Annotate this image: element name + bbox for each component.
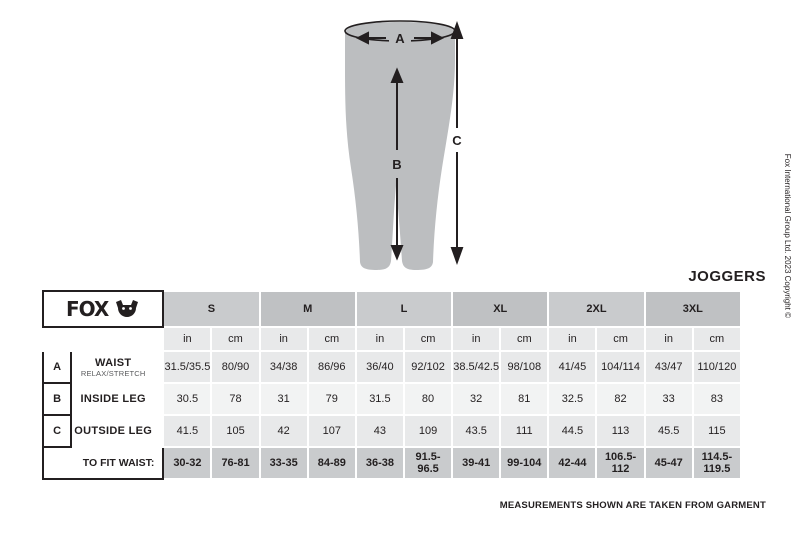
cell-c-3xl-cm: 115	[693, 415, 741, 447]
cell-a-2xl-in: 41/45	[548, 351, 596, 383]
cell-b-l-cm: 80	[404, 383, 452, 415]
cell-c-3xl-in: 45.5	[645, 415, 693, 447]
copyright-notice: Fox International Group Ltd. 2023 Copyright ©	[783, 153, 792, 318]
marker-b-label: B	[392, 157, 402, 172]
cell-c-l-cm: 109	[404, 415, 452, 447]
cell-c-m-in: 42	[260, 415, 308, 447]
row-sublabel-waist: RELAX/STRETCH	[80, 368, 146, 378]
size-header-s: S	[163, 291, 259, 327]
cell-c-m-cm: 107	[308, 415, 356, 447]
size-header-3xl: 3XL	[645, 291, 741, 327]
unit-cm-xl: cm	[500, 327, 548, 351]
marker-a-label: A	[395, 31, 405, 46]
cell-b-m-cm: 79	[308, 383, 356, 415]
size-header-2xl: 2XL	[548, 291, 644, 327]
fit-3xl-in: 45-47	[645, 447, 693, 479]
row-letter-b: B	[43, 383, 71, 415]
fit-l-in: 36-38	[356, 447, 404, 479]
fit-2xl-cm: 106.5-112	[596, 447, 644, 479]
fit-m-cm: 84-89	[308, 447, 356, 479]
cell-c-s-in: 41.5	[163, 415, 211, 447]
cell-c-2xl-in: 44.5	[548, 415, 596, 447]
cell-c-s-cm: 105	[211, 415, 259, 447]
size-header-m: M	[260, 291, 356, 327]
cell-b-2xl-in: 32.5	[548, 383, 596, 415]
fox-head-icon	[114, 299, 140, 319]
fit-xl-cm: 99-104	[500, 447, 548, 479]
fit-l-cm: 91.5-96.5	[404, 447, 452, 479]
cell-b-m-in: 31	[260, 383, 308, 415]
row-letter-c: C	[43, 415, 71, 447]
cell-a-s-cm: 80/90	[211, 351, 259, 383]
cell-a-2xl-cm: 104/114	[596, 351, 644, 383]
table-header-row	[43, 291, 741, 327]
cell-a-l-cm: 92/102	[404, 351, 452, 383]
row-label-outside-leg	[71, 415, 163, 447]
units-row	[43, 327, 741, 351]
cell-a-xl-cm: 98/108	[500, 351, 548, 383]
unit-cm-2xl: cm	[596, 327, 644, 351]
fit-3xl-cm: 114.5-119.5	[693, 447, 741, 479]
cell-c-xl-cm: 111	[500, 415, 548, 447]
page-title: JOGGERS	[688, 268, 766, 285]
row-label-outside-leg-text: OUTSIDE LEG	[74, 425, 153, 437]
cell-b-3xl-cm: 83	[693, 383, 741, 415]
cell-c-2xl-cm: 113	[596, 415, 644, 447]
cell-b-2xl-cm: 82	[596, 383, 644, 415]
fit-s-in: 30-32	[163, 447, 211, 479]
unit-in-s: in	[163, 327, 211, 351]
cell-a-3xl-in: 43/47	[645, 351, 693, 383]
row-label-waist-text: WAIST	[95, 356, 132, 369]
fit-m-in: 33-35	[260, 447, 308, 479]
to-fit-waist-row	[43, 447, 741, 479]
cell-a-s-in: 31.5/35.5	[163, 351, 211, 383]
cell-b-s-in: 30.5	[163, 383, 211, 415]
unit-cm-l: cm	[404, 327, 452, 351]
table-row	[43, 415, 741, 447]
to-fit-waist-label: TO FIT WAIST:	[43, 447, 163, 479]
cell-c-xl-in: 43.5	[452, 415, 500, 447]
unit-in-l: in	[356, 327, 404, 351]
cell-b-xl-cm: 81	[500, 383, 548, 415]
cell-a-l-in: 36/40	[356, 351, 404, 383]
cell-b-3xl-in: 33	[645, 383, 693, 415]
size-chart-table	[42, 290, 742, 480]
brand-name: FOX	[65, 297, 109, 321]
unit-in-3xl: in	[645, 327, 693, 351]
unit-in-xl: in	[452, 327, 500, 351]
cell-c-l-in: 43	[356, 415, 404, 447]
unit-cm-s: cm	[211, 327, 259, 351]
cell-b-xl-in: 32	[452, 383, 500, 415]
fit-2xl-in: 42-44	[548, 447, 596, 479]
units-blank	[43, 327, 163, 351]
cell-a-m-cm: 86/96	[308, 351, 356, 383]
unit-in-m: in	[260, 327, 308, 351]
fit-s-cm: 76-81	[211, 447, 259, 479]
table-row	[43, 351, 741, 383]
row-label-waist	[71, 351, 163, 383]
unit-cm-3xl: cm	[693, 327, 741, 351]
measurement-footnote: MEASUREMENTS SHOWN ARE TAKEN FROM GARMENT	[499, 500, 766, 511]
marker-c-label: C	[452, 133, 462, 148]
size-header-xl: XL	[452, 291, 548, 327]
row-label-inside-leg-text: INSIDE LEG	[80, 393, 146, 405]
cell-b-l-in: 31.5	[356, 383, 404, 415]
row-label-inside-leg	[71, 383, 163, 415]
size-header-l: L	[356, 291, 452, 327]
cell-a-m-in: 34/38	[260, 351, 308, 383]
row-letter-a: A	[43, 351, 71, 383]
fit-xl-in: 39-41	[452, 447, 500, 479]
size-table-wrapper	[42, 290, 742, 480]
unit-cm-m: cm	[308, 327, 356, 351]
cell-b-s-cm: 78	[211, 383, 259, 415]
unit-in-2xl: in	[548, 327, 596, 351]
cell-a-3xl-cm: 110/120	[693, 351, 741, 383]
brand-logo-cell	[43, 291, 163, 327]
cell-a-xl-in: 38.5/42.5	[452, 351, 500, 383]
table-row	[43, 383, 741, 415]
